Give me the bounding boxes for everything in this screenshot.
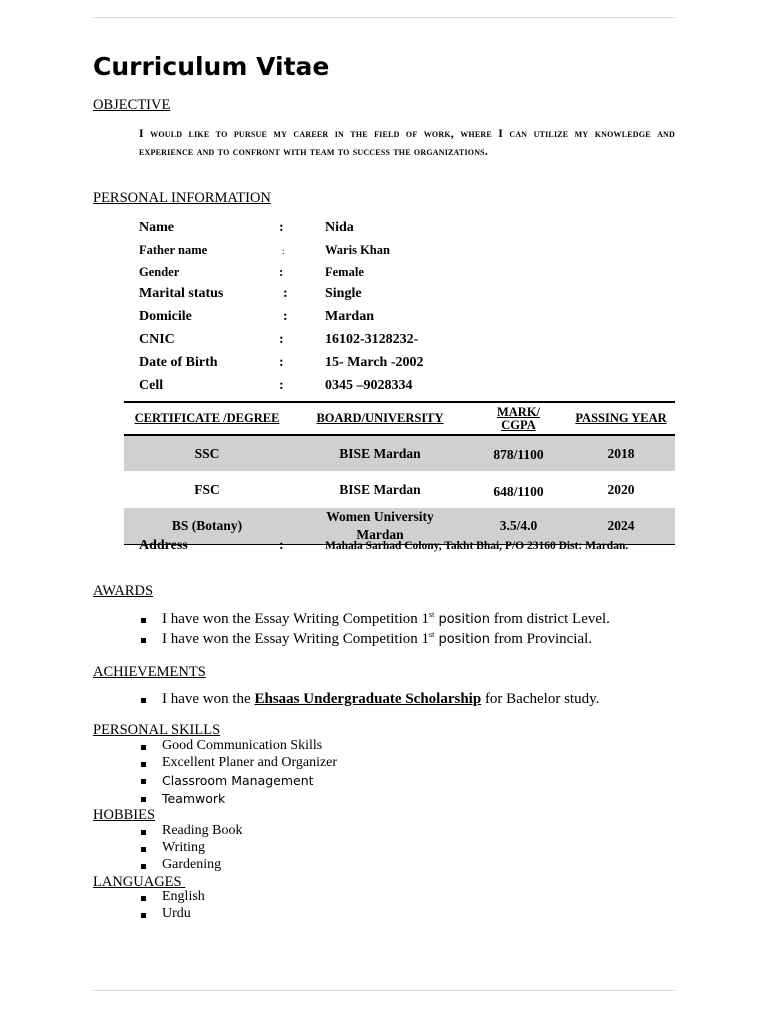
award-text: I have won the Essay Writing Competition 1 [162,611,429,627]
board-cell: Women University Mardan [290,508,470,545]
header-certificate: CERTIFICATE /DEGREE [124,402,290,435]
colon: : [279,332,284,347]
marks-cell: 3.5/4.0 [470,508,567,545]
certificate-cell: BS (Botany) [124,508,290,545]
colon: : [283,309,288,324]
table-row [124,472,675,509]
bullet-icon [141,830,146,835]
list-item: Gardening [162,857,222,872]
table-row [124,435,675,472]
education-table [124,401,675,545]
bullet-icon [141,847,146,852]
certificate-cell: SSC [124,435,290,472]
list-item: Urdu [162,906,191,921]
address-label: Address [139,538,188,553]
award-text: I have won the Essay Writing Competition 1 [162,631,429,647]
gender-label: Gender [139,265,180,279]
bullet-icon [141,618,146,623]
bullet-icon [141,745,146,750]
certificate-cell: FSC [194,482,220,497]
header-passing-year: PASSING YEAR [567,402,675,435]
scholarship-name: Ehsaas Undergraduate Scholarship [254,691,482,707]
colon: : [279,378,284,393]
marital-status-value: Single [325,286,362,301]
bullet-icon [141,913,146,918]
list-item: Teamwork [162,791,226,806]
personal-info-heading: PERSONAL INFORMATION [93,190,271,206]
marks-cell: 648/1100 [493,483,544,499]
cell-value: 0345 –9028334 [325,378,413,393]
hobby-text: Reading Book [162,823,243,838]
year-cell: 2020 [607,482,635,497]
list-item: Good Communication Skills [162,738,323,753]
list-item: English [162,889,205,904]
bullet-icon [141,779,146,784]
bullet-icon [141,896,146,901]
list-item: Writing [162,840,205,855]
achievement-text: I have won the [162,691,255,707]
languages-heading: LANGUAGES [93,874,186,890]
top-rule [93,17,675,18]
address-value: Mahala Sarhad Colony, Takht Bhai, P/O 23160 Dist: Mardan. [325,540,629,552]
list-item [162,691,599,708]
cnic-value: 16102-3128232- [325,332,419,347]
bullet-icon [141,638,146,643]
domicile-label: Domicile [139,309,192,324]
father-name-label: Father name [139,243,208,257]
page-title: Curriculum Vitae [93,52,330,81]
achievements-heading: ACHIEVEMENTS [93,664,206,680]
list-item: Classroom Management [162,773,314,788]
colon: : [283,286,288,301]
dob-label: Date of Birth [139,355,218,370]
award-position: position [434,632,490,647]
colon: : [279,265,284,279]
objective-text: I would like to pursue my career in the field of work, where I can utilize my knowledge and experience and to confront with team to success the organizations. [139,126,675,158]
bullet-icon [141,698,146,703]
skills-heading: PERSONAL SKILLS [93,722,221,738]
bullet-icon [141,797,146,802]
colon: : [282,246,285,256]
colon: : [279,355,284,370]
year-cell: 2018 [567,435,675,472]
colon: : [279,538,284,553]
list-item [162,611,610,628]
achievement-purpose: for Bachelor study. [481,691,600,707]
ordinal-suffix: st [429,610,435,619]
header-marks: MARK/ CGPA [470,402,567,435]
board-cell: BISE Mardan [290,435,470,472]
award-position: position [434,612,490,627]
bullet-icon [141,864,146,869]
cnic-label: CNIC [139,332,175,347]
objective-heading: OBJECTIVE [93,97,171,113]
name-value: Nida [325,220,354,235]
education-header-row [124,402,675,435]
dob-value: 15- March -2002 [325,355,424,370]
list-item [162,631,592,648]
father-name-value: Waris Khan [325,243,390,257]
marital-status-label: Marital status [139,286,224,301]
board-cell: BISE Mardan [339,482,421,497]
bullet-icon [141,762,146,767]
bottom-rule [93,990,675,991]
list-item: Excellent Planer and Organizer [162,755,338,770]
header-board: BOARD/UNIVERSITY [290,402,470,435]
year-cell: 2024 [567,508,675,545]
domicile-value: Mardan [325,309,374,324]
marks-cell: 878/1100 [470,435,567,472]
name-label: Name [139,220,174,235]
gender-value: Female [325,265,364,279]
hobbies-heading: HOBBIES [93,807,156,823]
award-level: from Provincial. [489,631,593,647]
list-item [162,823,243,839]
ordinal-suffix: st [429,630,435,639]
colon: : [279,220,284,235]
awards-heading: AWARDS [93,583,154,599]
award-level: from district Level. [489,611,610,627]
cell-label: Cell [139,378,164,393]
